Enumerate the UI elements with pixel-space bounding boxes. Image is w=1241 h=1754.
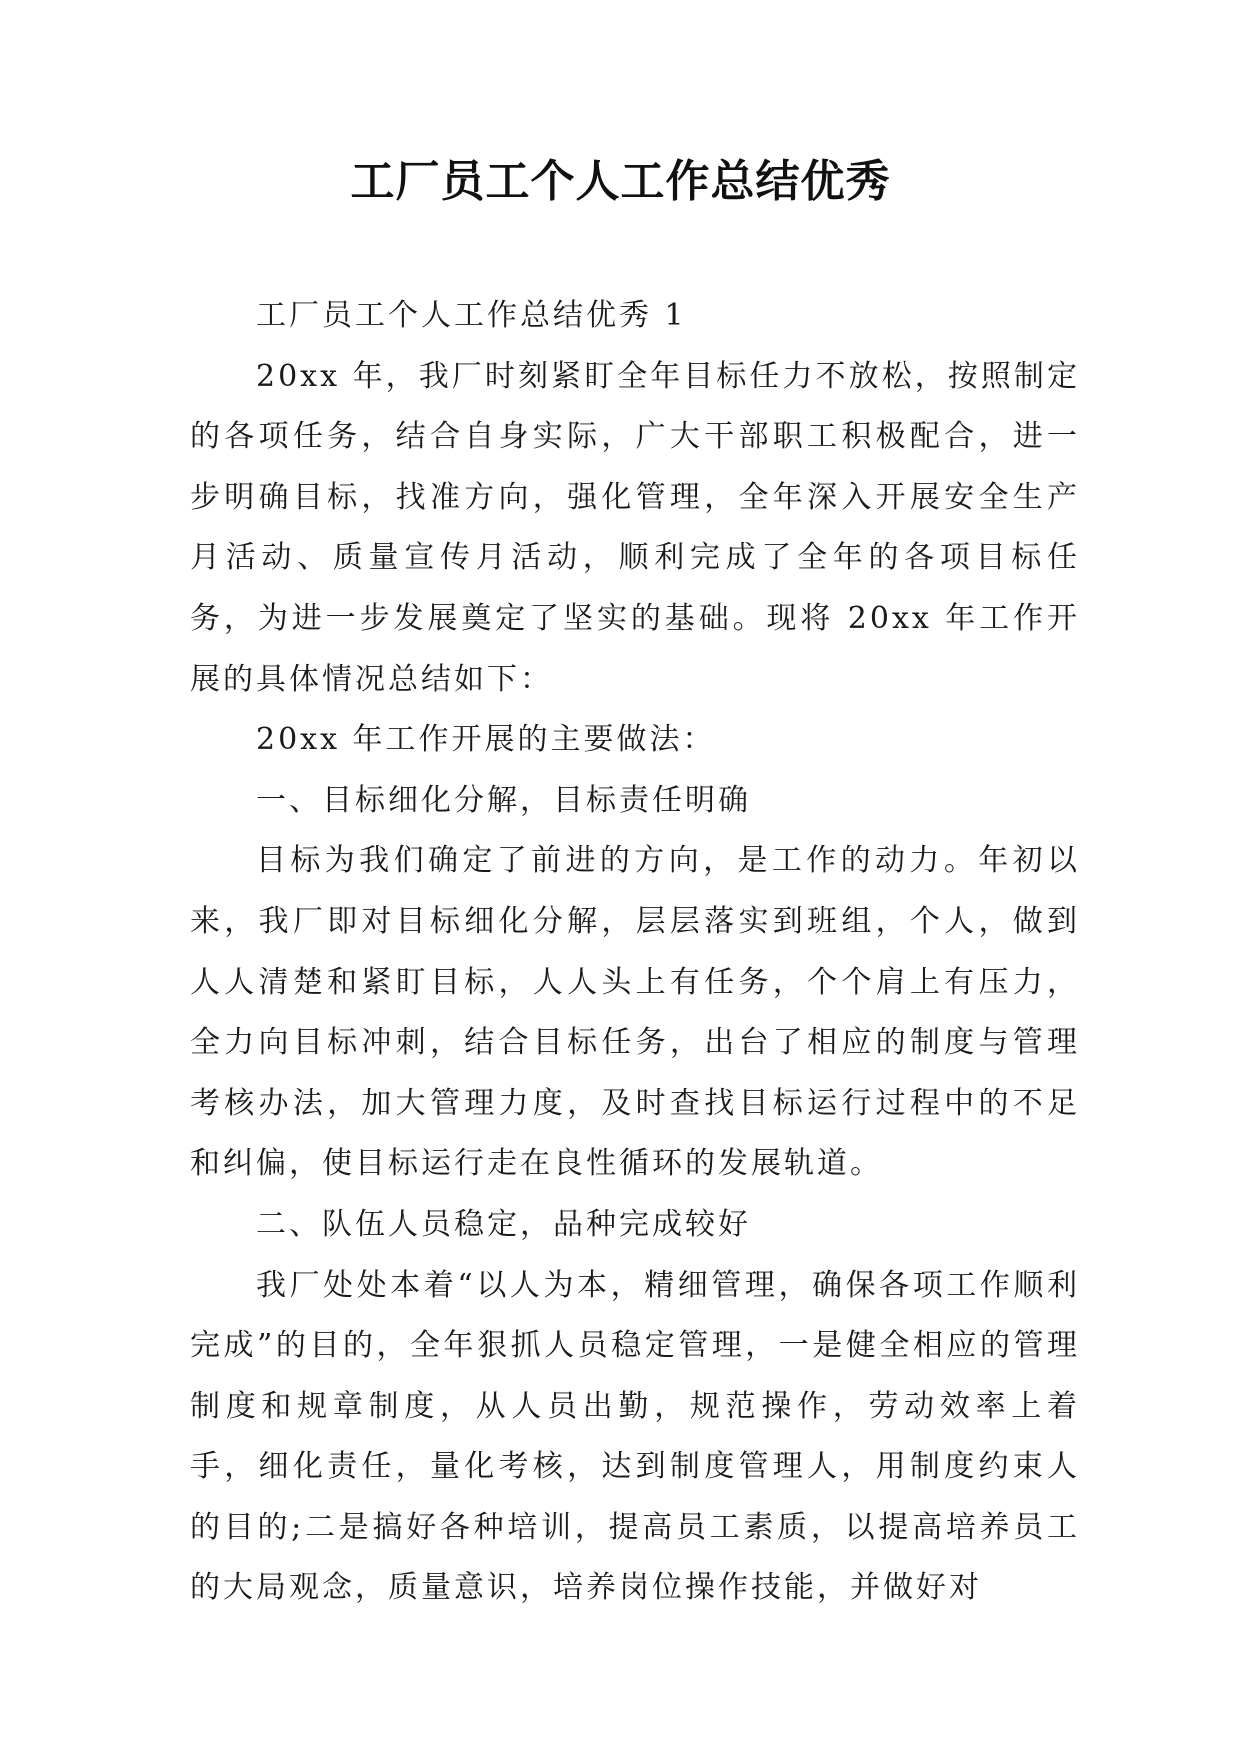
subheading-goals: 一、目标细化分解，目标责任明确 [256,782,751,818]
document-title: 工厂员工个人工作总结优秀 [350,156,891,207]
paragraph-goals: 目标为我们确定了前进的方向，是工作的动力。年初以来，我厂即对目标细化分解，层层落实到班组，个人，做到人人清楚和紧盯目标，人人头上有任务，个个肩上有压力，全力向目标冲刺，结合目标任务，出台了相应的制度与管理考核办法，加大管理力度，及时查找目标运行过程中的不足和纠偏，使目标运行走在良性循环的发展轨道。 [190,843,1080,1182]
document-body [190,286,1080,1619]
section-heading: 工厂员工个人工作总结优秀 1 [256,298,687,333]
subheading-team: 二、队伍人员稳定，品种完成较好 [256,1206,751,1242]
paragraph-intro: 20xx 年，我厂时刻紧盯全年目标任力不放松，按照制定的各项任务，结合自身实际，广大干部职工积极配合，进一步明确目标，找准方向，强化管理，全年深入开展安全生产月活动、质量宣传月活动，顺利完成了全年的各项目标任务，为进一步发展奠定了坚实的基础。现将 20xx 年工作开展的具体情况总结如下： [190,358,1080,697]
paragraph-team: 我厂处处本着“以人为本，精细管理，确保各项工作顺利完成”的目的，全年狠抓人员稳定管理，一是健全相应的管理制度和规章制度，从人员出勤，规范操作，劳动效率上着手，细化责任，量化考核，达到制度管理人，用制度约束人的目的;二是搞好各种培训，提高员工素质，以提高培养员工的大局观念，质量意识，培养岗位操作技能，并做好对 [190,1267,1080,1606]
paragraph-methods-heading: 20xx 年工作开展的主要做法： [256,722,716,758]
